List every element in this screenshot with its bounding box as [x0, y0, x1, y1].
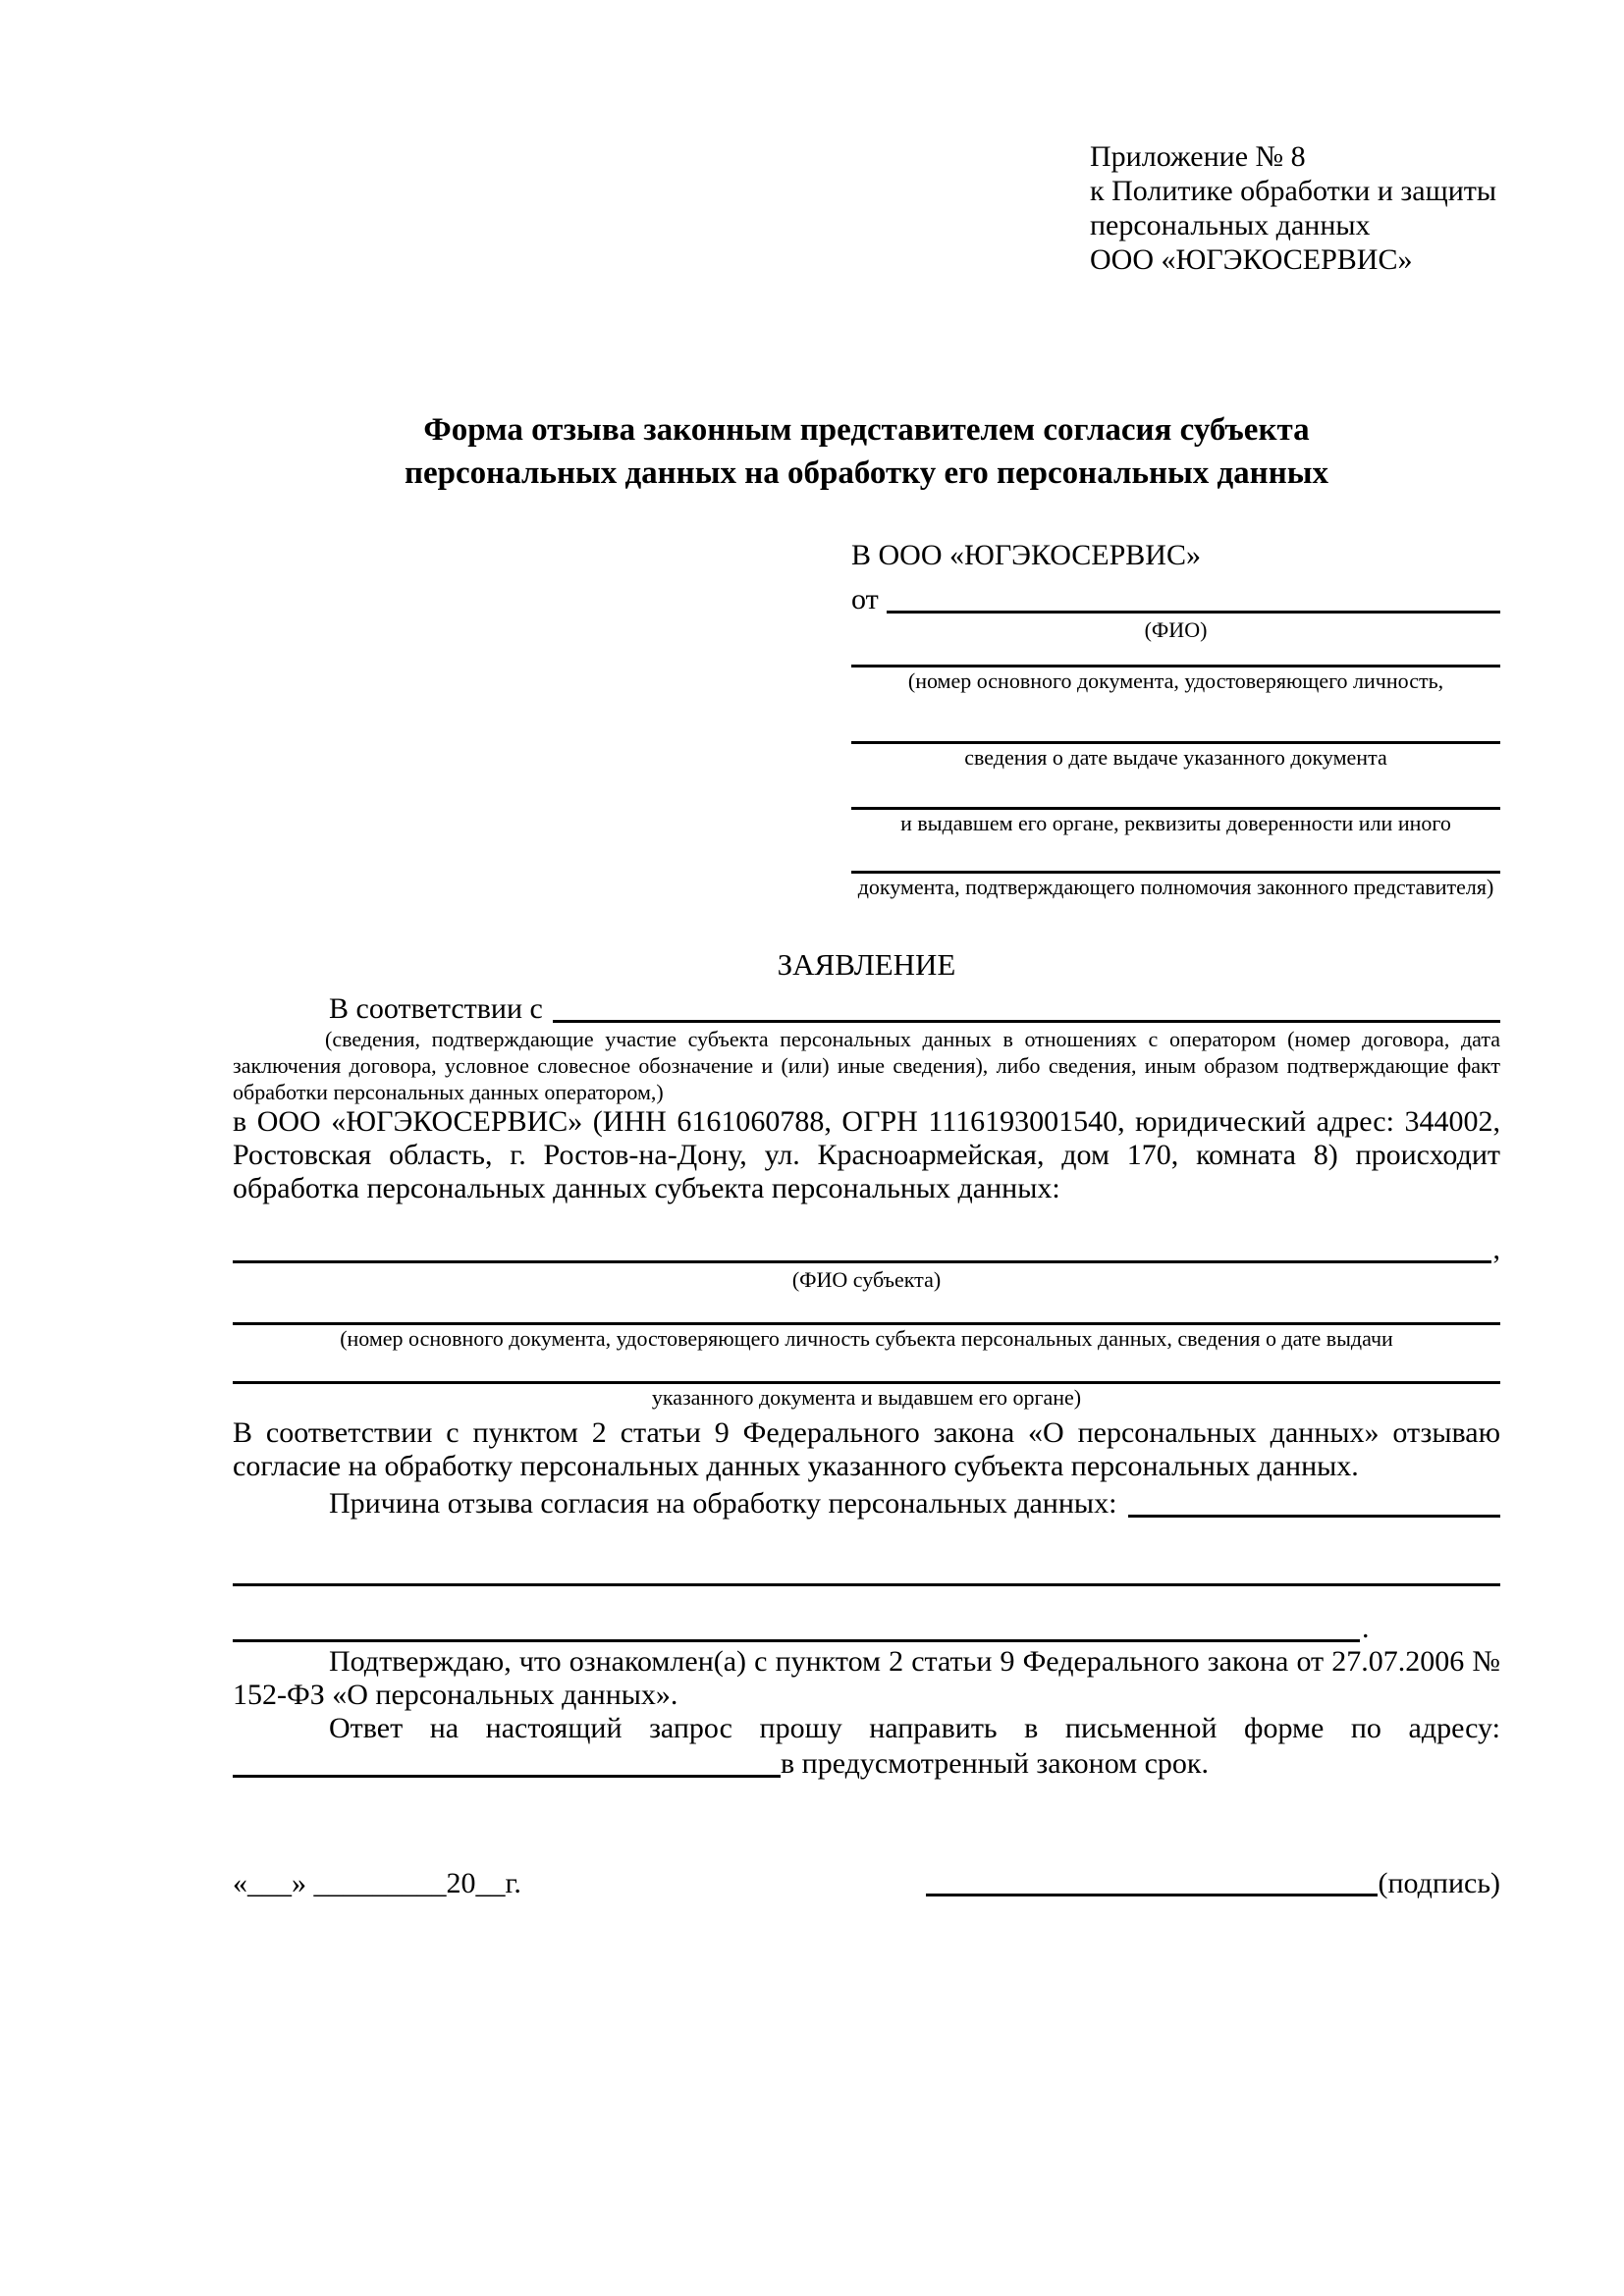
appendix-line: Приложение № 8 — [1090, 140, 1306, 173]
appendix-block — [1090, 139, 1500, 277]
from-row — [851, 579, 1500, 616]
subject-fio-caption: (ФИО субъекта) — [791, 1267, 942, 1292]
subject-doc-caption: (номер основного документа, удостоверяющего личность субъекта персональных данных, сведения о дате выдачи — [340, 1326, 1393, 1351]
reason-blank-line — [1128, 1515, 1500, 1518]
representative-doc-caption: сведения о дате выдаче указанного документа — [964, 745, 1387, 770]
from-label: от — [851, 583, 879, 615]
representative-doc-caption: и выдавшем его органе, реквизиты доверенности или иного — [900, 811, 1451, 835]
document-title-line: Форма отзыва законным представителем согласия субъекта — [423, 412, 1310, 448]
reason-label: Причина отзыва согласия на обработку персональных данных: — [329, 1487, 1117, 1520]
reply-tail: в предусмотренный законом срок. — [781, 1747, 1209, 1780]
withdraw-paragraph: В соответствии с пунктом 2 статьи 9 Федерального закона «О персональных данных» отзываю согласие на обработку персональных данных указанного субъекта персональных данных. — [233, 1416, 1500, 1482]
reason-row — [233, 1483, 1500, 1521]
addressee-block — [851, 538, 1500, 900]
subject-fio-comma: , — [1492, 1233, 1500, 1265]
appendix-line: персональных данных — [1090, 209, 1371, 241]
reason-extra-blank-line — [233, 1583, 1500, 1586]
date-line: «___» _________20__г. — [233, 1867, 521, 1899]
confirm-paragraph: Подтверждаю, что ознакомлен(а) с пунктом 2 статьи 9 Федерального закона от 27.07.2006 № 152-ФЗ «О персональных данных». — [233, 1645, 1500, 1711]
from-blank-line — [887, 611, 1500, 614]
fio-caption: (ФИО) — [1144, 617, 1208, 642]
reply-line: Ответ на настоящий запрос прошу направить в письменной форме по адресу: — [329, 1712, 1500, 1744]
addressee-to: В ООО «ЮГЭКОСЕРВИС» — [851, 539, 1201, 571]
statement-heading: ЗАЯВЛЕНИЕ — [777, 947, 956, 982]
reason-extra-blank-line — [233, 1639, 1360, 1642]
document-title — [233, 408, 1500, 495]
signature-blank-line — [926, 1894, 1378, 1896]
footer-row — [233, 1867, 1500, 1900]
representative-doc-caption: документа, подтверждающего полномочия законного представителя) — [857, 875, 1494, 899]
document-title-line: персональных данных на обработку его персональных данных — [405, 455, 1328, 491]
representative-doc-caption: (номер основного документа, удостоверяющего личность, — [907, 668, 1444, 693]
reply-address-blank-line — [233, 1775, 781, 1778]
signature-area — [926, 1867, 1500, 1900]
intro-caption: (сведения, подтверждающие участие субъекта персональных данных в отношениях с оператором (номер договора, дата заключения договора, условное словесное обозначение и (или) иные сведения), либо сведения, иным образом подтверждающие факт обработки персональных данных оператором,) — [233, 1027, 1500, 1104]
appendix-line: к Политике обработки и защиты — [1090, 175, 1497, 207]
intro-row — [233, 988, 1500, 1026]
reason-extra-row — [233, 1610, 1500, 1645]
reason-period: . — [1362, 1612, 1370, 1644]
subject-fio-row — [233, 1231, 1500, 1266]
intro-label: В соответствии с — [329, 992, 543, 1025]
appendix-line: ООО «ЮГЭКОСЕРВИС» — [1090, 243, 1413, 276]
subject-fio-blank-line — [233, 1260, 1491, 1263]
subject-doc-caption: указанного документа и выдавшем его органе) — [651, 1385, 1082, 1410]
intro-blank-line — [553, 1020, 1500, 1023]
reply-row — [233, 1745, 1500, 1781]
signature-caption: (подпись) — [1378, 1867, 1500, 1899]
operator-paragraph: в ООО «ЮГЭКОСЕРВИС» (ИНН 6161060788, ОГРН 1116193001540, юридический адрес: 344002, Ростовская область, г. Ростов-на-Дону, ул. Красноармейская, дом 170, комната 8) происходит обработка персональных данных субъекта персональных данных: — [233, 1105, 1500, 1204]
